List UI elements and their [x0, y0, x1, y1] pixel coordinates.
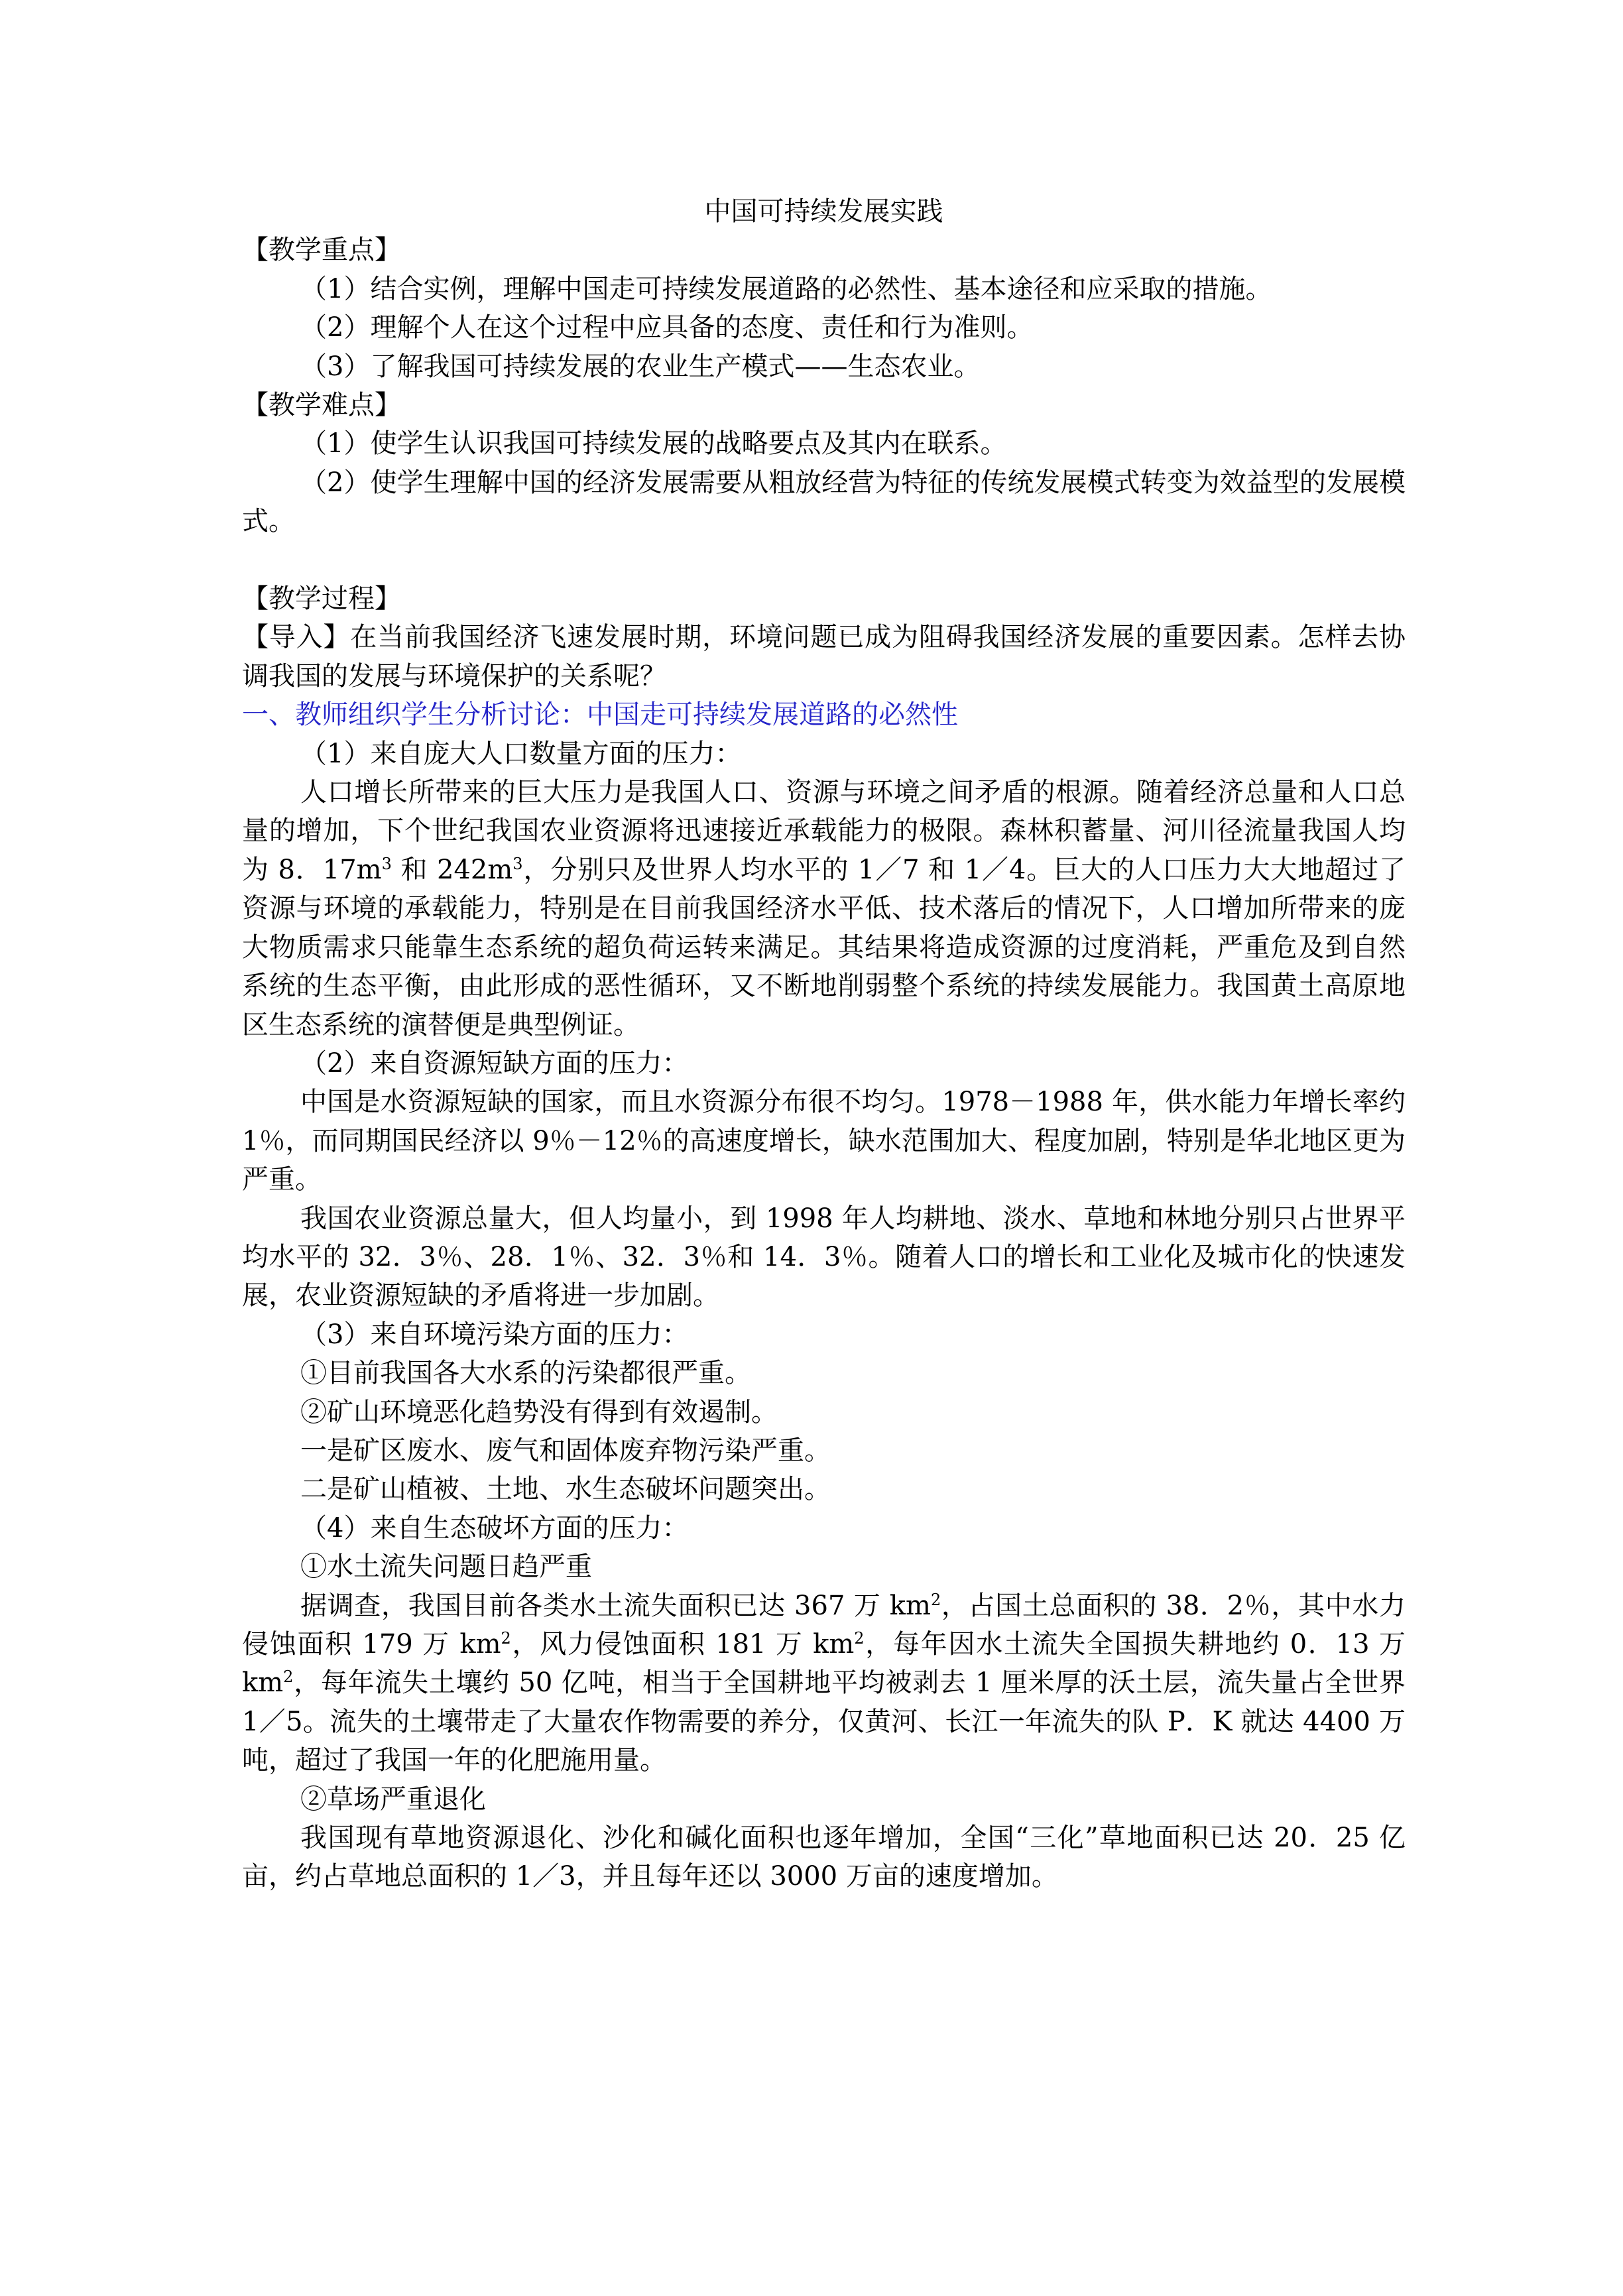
- pollution-item: ②矿山环境恶化趋势没有得到有效遏制。: [300, 1396, 778, 1427]
- key-point-1: （1）结合实例，理解中国走可持续发展道路的必然性、基本途径和应采取的措施。: [300, 273, 1272, 304]
- erosion-text-4: ，每年因水土流失全国损失耕地约 0．13 万 km: [242, 1629, 1406, 1699]
- superscript: 3: [512, 854, 523, 873]
- intro-paragraph: [242, 618, 1406, 695]
- erosion-text-5: ，每年流失土壤约 50 亿吨，相当于全国耕地平均被剥去 1 厘米厚的沃土层，流失量占全世界 1／5。流失的土壤带走了大量农作物需要的养分，仅黄河、长江一年流失的队 P．K 就达 4400 万吨，超过了我国一年的化肥施用量。: [242, 1667, 1406, 1776]
- erosion-text-2: ，占国土总面积的 38．2％，其中水力侵蚀面积 179 万 km: [242, 1590, 1406, 1660]
- grass-heading: ②草场严重退化: [300, 1783, 486, 1815]
- spacer: [242, 541, 1406, 579]
- difficulties-heading: 【教学难点】: [242, 390, 401, 421]
- superscript: 2: [854, 1629, 865, 1648]
- erosion-heading: ①水土流失问题日趋严重: [300, 1551, 592, 1583]
- superscript: 2: [930, 1590, 941, 1609]
- erosion-paragraph: [242, 1587, 1406, 1780]
- intro-label: 【导入】: [242, 622, 351, 653]
- population-text-c: ，分别只及世界人均水平的 1／7 和 1／4。巨大的人口压力大大地超过了资源与环境的承载能力，特别是在目前我国经济水平低、技术落后的情况下，人口增加所带来的庞大物质需求只能靠生态系统的超负荷运转来满足。其结果将造成资源的过度消耗，严重危及到自然系统的生态平衡，由此形成的恶性循环，又不断地削弱整个系统的持续发展能力。我国黄土高原地区生态系统的演替便是典型例证。: [242, 854, 1406, 1040]
- key-points-heading: 【教学重点】: [242, 235, 401, 266]
- intro-text: 在当前我国经济飞速发展时期，环境问题已成为阻碍我国经济发展的重要因素。怎样去协调我国的发展与环境保护的关系呢？: [242, 622, 1406, 692]
- document-page: [242, 192, 1406, 1896]
- superscript: 2: [283, 1667, 294, 1687]
- pollution-item: 一是矿区废水、废气和固体废弃物污染严重。: [300, 1435, 831, 1466]
- process-heading: 【教学过程】: [242, 583, 401, 615]
- pollution-item: ①目前我国各大水系的污染都很严重。: [300, 1358, 751, 1389]
- superscript: 2: [501, 1629, 511, 1648]
- population-heading: （1）来自庞大人口数量方面的压力：: [300, 738, 742, 769]
- superscript: 3: [381, 854, 392, 873]
- resources-paragraph-2: 我国农业资源总量大，但人均量小，到 1998 年人均耕地、淡水、草地和林地分别只占世界平均水平的 32．3％、28．1％、32．3％和 14．3％。随着人口的增长和工业化及城市化的快速发展，农业资源短缺的矛盾将进一步加剧。: [242, 1203, 1406, 1311]
- grass-paragraph: 我国现有草地资源退化、沙化和碱化面积也逐年增加，全国“三化”草地面积已达 20．25 亿亩，约占草地总面积的 1／3，并且每年还以 3000 万亩的速度增加。: [242, 1823, 1406, 1892]
- pollution-item: 二是矿山植被、土地、水生态破坏问题突出。: [300, 1474, 831, 1505]
- difficulty-2: （2）使学生理解中国的经济发展需要从粗放经营为特征的传统发展模式转变为效益型的发展模式。: [242, 467, 1406, 537]
- pollution-heading: （3）来自环境污染方面的压力：: [300, 1319, 689, 1350]
- resources-paragraph-1: 中国是水资源短缺的国家，而且水资源分布很不均匀。1978－1988 年，供水能力年增长率约 1％，而同期国民经济以 9％－12％的高速度增长，缺水范围加大、程度加剧，特别是华北地区更为严重。: [242, 1087, 1406, 1195]
- ecology-heading: （4）来自生态破坏方面的压力：: [300, 1512, 689, 1543]
- population-text-a: 人口增长所带来的巨大压力是我国人口、资源与环境之间矛盾的根源。随着经济总量和人口总量的增加，下个世纪我国农业资源将迅速接近承载能力的极限。森林积蓄量、河川径流量我国人均为 8．17m: [242, 777, 1406, 885]
- population-text-b: 和 242m: [391, 854, 513, 885]
- erosion-text-1: 据调查，我国目前各类水土流失面积已达 367 万 km: [300, 1590, 931, 1621]
- key-point-2: （2）理解个人在这个过程中应具备的态度、责任和行为准则。: [300, 312, 1034, 343]
- page-title: 中国可持续发展实践: [704, 196, 943, 227]
- erosion-text-3: ，风力侵蚀面积 181 万 km: [511, 1629, 855, 1660]
- part1-heading: 一、教师组织学生分析讨论：中国走可持续发展道路的必然性: [242, 699, 958, 731]
- resources-heading: （2）来自资源短缺方面的压力：: [300, 1048, 689, 1079]
- population-paragraph: [242, 773, 1406, 1044]
- key-point-3: （3）了解我国可持续发展的农业生产模式——生态农业。: [300, 351, 981, 382]
- difficulty-1: （1）使学生认识我国可持续发展的战略要点及其内在联系。: [300, 428, 1007, 459]
